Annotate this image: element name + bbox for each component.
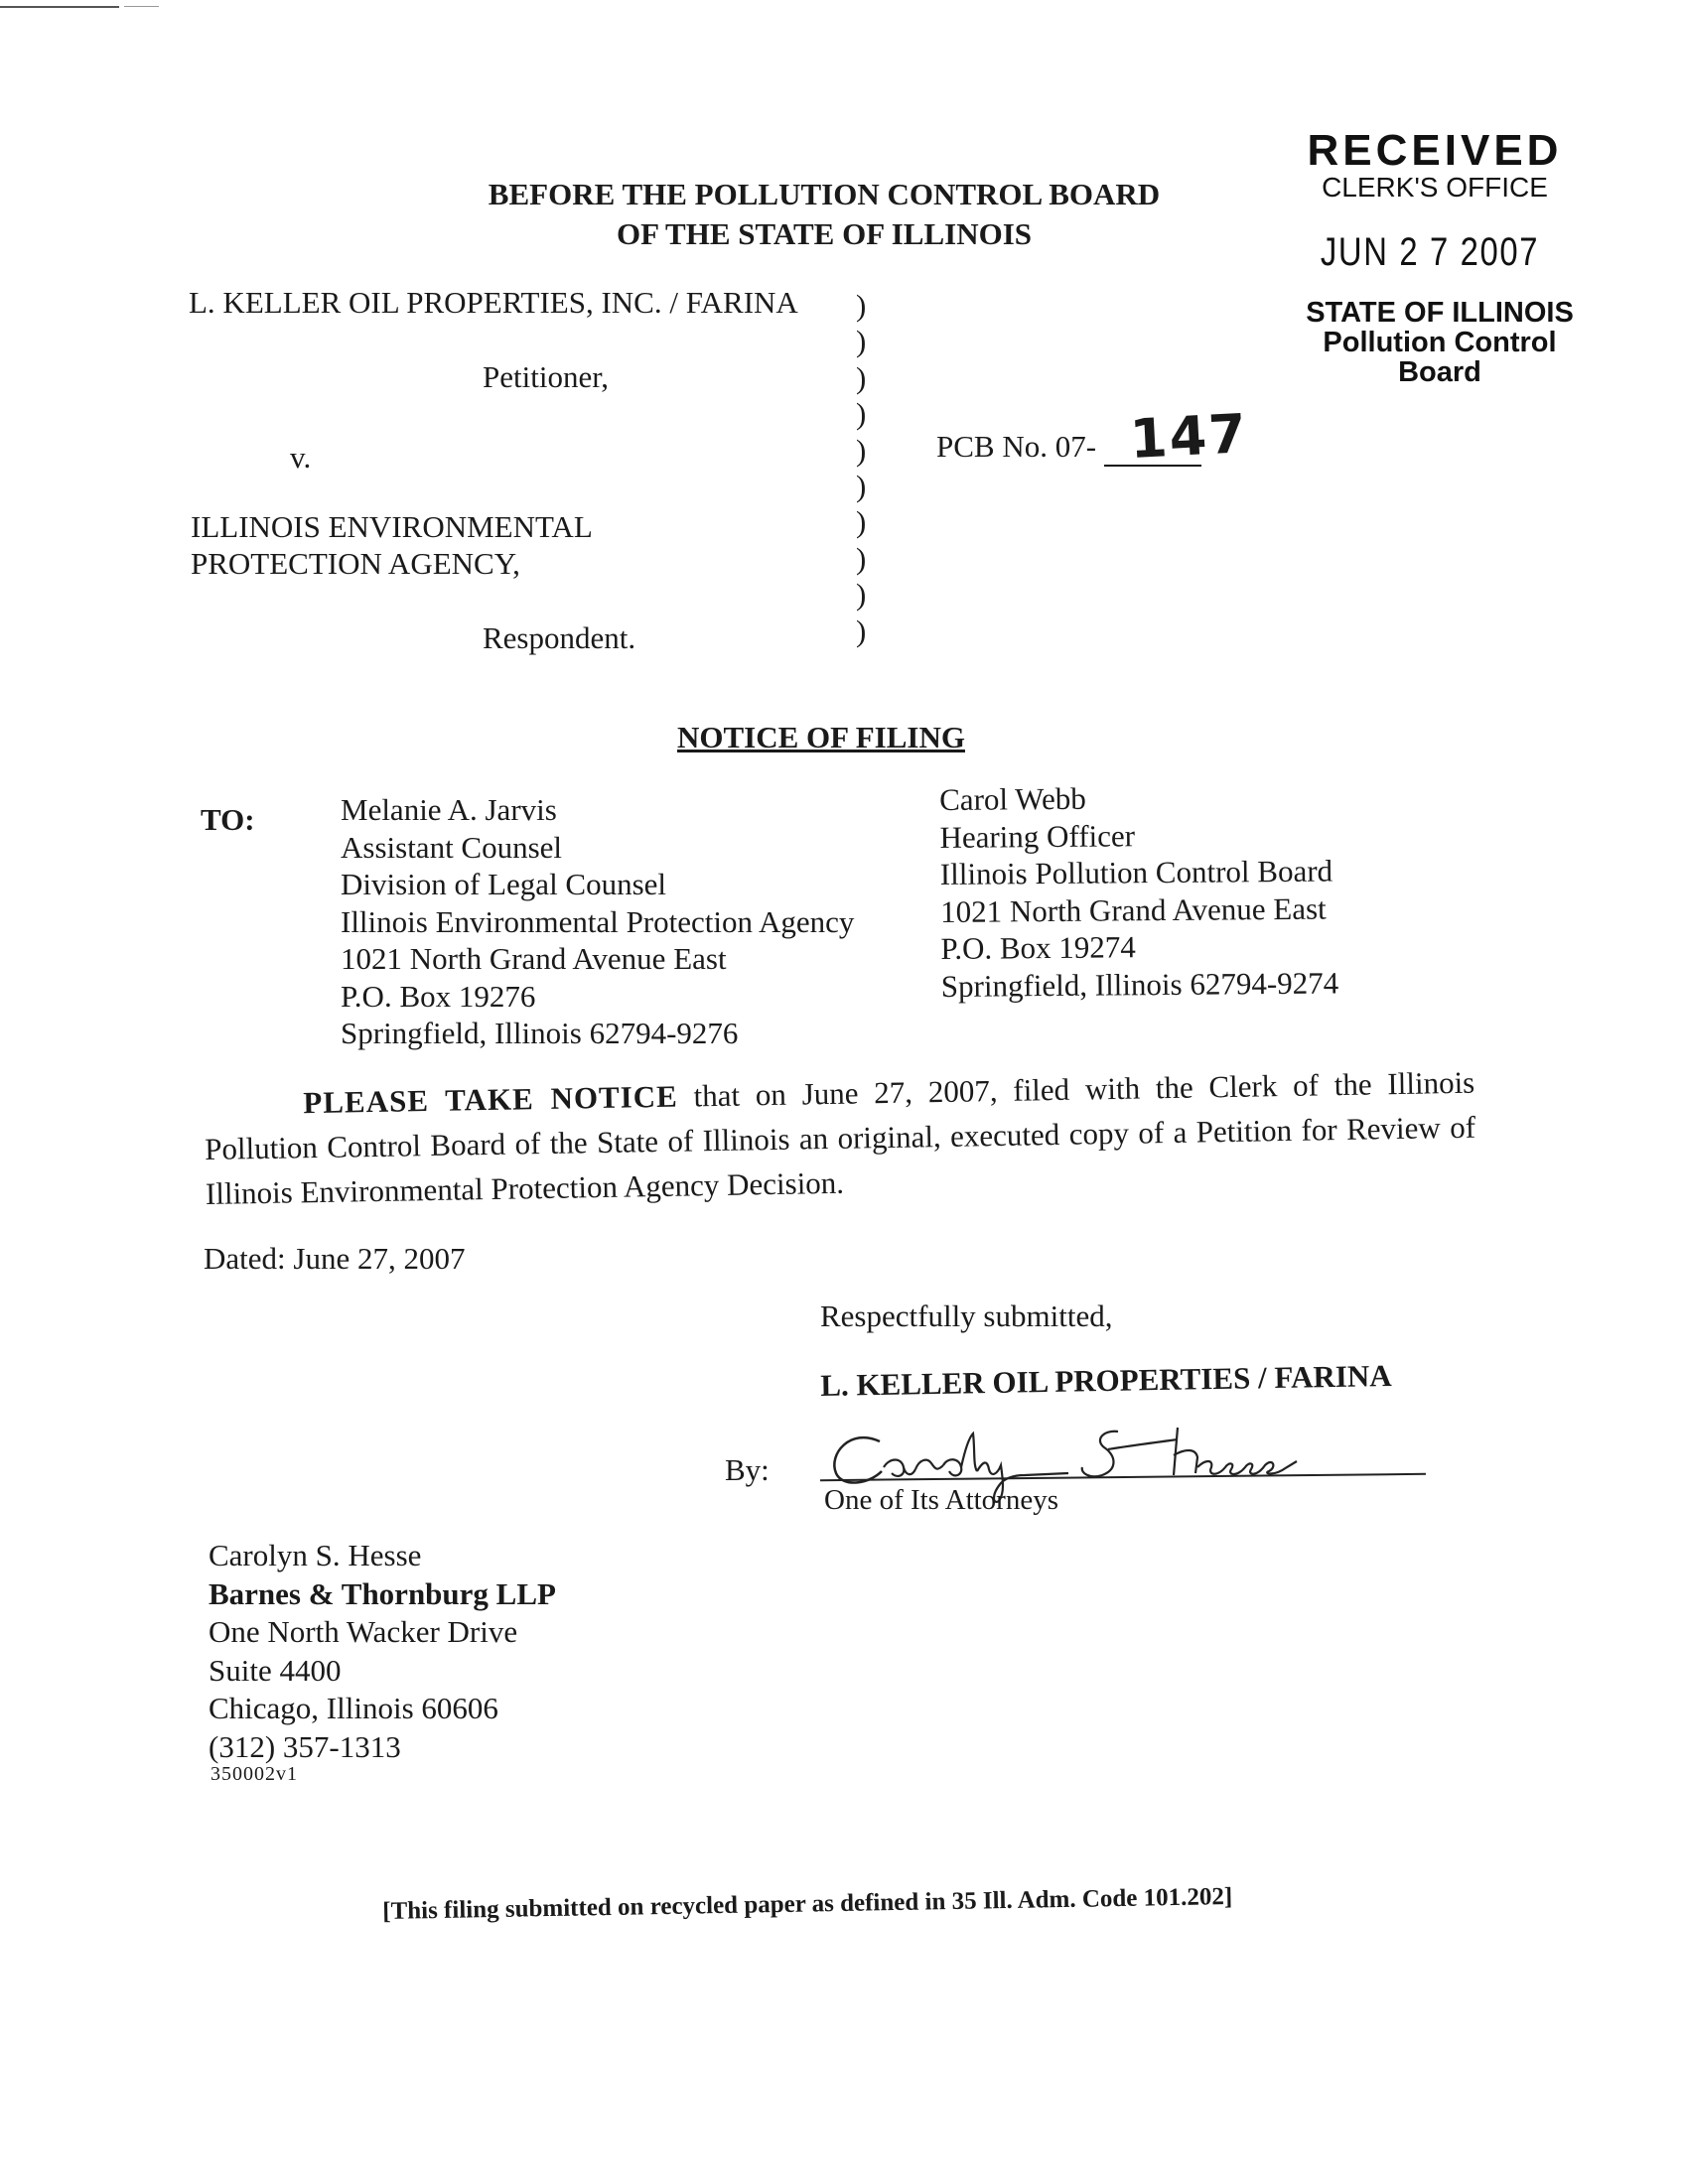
address-line: Springfield, Illinois 62794-9274: [940, 964, 1339, 1004]
notice-lead: PLEASE TAKE NOTICE: [303, 1078, 679, 1121]
petitioner-role: Petitioner,: [483, 359, 610, 394]
stamp-date: JUN 2 7 2007: [1320, 230, 1540, 274]
address-line: 1021 North Grand Avenue East: [939, 890, 1327, 929]
recycled-paper-footer: [This filing submitted on recycled paper as defined in 35 Ill. Adm. Code 101.202]: [382, 1883, 1233, 1925]
address-line: Melanie A. Jarvis: [341, 792, 557, 827]
address-line: Division of Legal Counsel: [341, 867, 667, 901]
stamp-clerk-office: CLERK'S OFFICE: [1322, 172, 1548, 203]
closing: Respectfully submitted,: [820, 1298, 1113, 1333]
notice-body: [204, 1060, 1476, 1216]
caption-paren: ): [856, 613, 867, 648]
party-name: L. KELLER OIL PROPERTIES / FARINA: [820, 1357, 1392, 1403]
caption-paren: ): [856, 359, 867, 395]
notice-body-text: that on June 27, 2007, filed with the Clerk of the Illinois Pollution Control Board of the State of Illinois an original, executed copy of a Petition for Review of Illinois Environmental Protection Agency Decision.: [204, 1064, 1476, 1211]
attorney-name: Carolyn S. Hesse: [209, 1538, 422, 1572]
respondent-line2: PROTECTION AGENCY,: [191, 546, 520, 581]
attorney-contact: [209, 1537, 556, 1766]
received-stamp: [1261, 126, 1589, 388]
petitioner-name: L. KELLER OIL PROPERTIES, INC. / FARINA: [189, 285, 798, 320]
caption-paren: ): [856, 540, 867, 576]
attorney-suite: Suite 4400: [209, 1652, 342, 1688]
attorney-street: One North Wacker Drive: [209, 1614, 518, 1649]
caption-paren: ): [856, 324, 867, 359]
dated-line: Dated: June 27, 2007: [204, 1241, 466, 1276]
address-line: Carol Webb: [939, 780, 1086, 817]
address-line: 1021 North Grand Avenue East: [341, 941, 727, 976]
scan-artifact: [0, 6, 119, 8]
caption-parentheses: [856, 288, 866, 649]
address-line: Hearing Officer: [939, 817, 1136, 855]
scan-artifact: [124, 6, 159, 7]
caption-paren: ): [856, 288, 867, 323]
case-number-handwritten: 147: [1128, 401, 1250, 472]
caption-paren: ): [856, 469, 867, 504]
recipient-address-2: [939, 778, 1338, 1005]
attorney-phone: (312) 357-1313: [209, 1728, 401, 1764]
law-firm: Barnes & Thornburg LLP: [209, 1575, 556, 1611]
court-heading-line2: OF THE STATE OF ILLINOIS: [616, 216, 1033, 251]
to-label: TO:: [201, 802, 255, 837]
case-label: PCB No. 07-: [936, 429, 1097, 464]
address-line: Assistant Counsel: [341, 829, 563, 865]
caption-paren: ): [856, 577, 867, 613]
respondent-role: Respondent.: [483, 620, 636, 655]
caption-paren: ): [856, 396, 867, 432]
stamp-received: RECEIVED: [1307, 126, 1563, 175]
signer-title: One of Its Attorneys: [824, 1484, 1058, 1516]
attorney-city: Chicago, Illinois 60606: [209, 1691, 498, 1725]
address-line: Illinois Pollution Control Board: [939, 853, 1333, 891]
address-line: Illinois Environmental Protection Agency: [341, 903, 855, 939]
notice-title: NOTICE OF FILING: [677, 720, 965, 754]
address-line: Springfield, Illinois 62794-9276: [341, 1016, 739, 1050]
respondent-line1: ILLINOIS ENVIRONMENTAL: [191, 509, 593, 544]
versus: v.: [290, 440, 312, 475]
caption-paren: ): [856, 432, 867, 468]
court-heading-line1: BEFORE THE POLLUTION CONTROL BOARD: [488, 177, 1161, 211]
court-heading: [467, 175, 1182, 254]
address-line: P.O. Box 19274: [940, 929, 1136, 966]
by-label: By:: [725, 1452, 770, 1487]
document-id: 350002v1: [210, 1763, 298, 1785]
address-line: P.O. Box 19276: [341, 978, 536, 1014]
stamp-board: Pollution Control Board: [1323, 327, 1557, 388]
recipient-address-1: [341, 791, 854, 1052]
caption-paren: ): [856, 504, 867, 540]
stamp-state: STATE OF ILLINOIS: [1306, 297, 1574, 329]
